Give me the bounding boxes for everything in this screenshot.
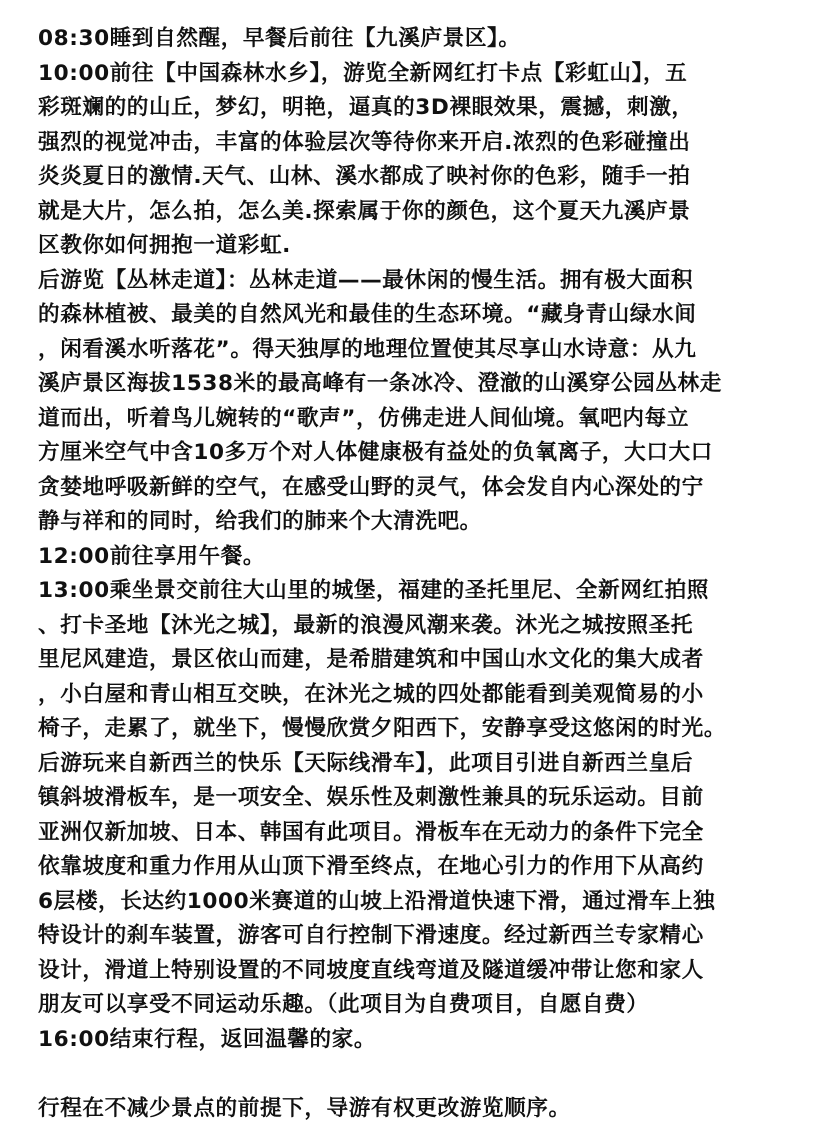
text-line: 亚洲仅新加坡、日本、韩国有此项目。滑板车在无动力的条件下完全: [38, 816, 824, 851]
text-line: 椅子，走累了，就坐下，慢慢欣赏夕阳西下，安静享受这悠闲的时光。: [38, 712, 824, 747]
text-line: 朋友可以享受不同运动乐趣。（此项目为自费项目，自愿自费）: [38, 988, 824, 1023]
spacer: [38, 1057, 824, 1092]
text-line: 设计，滑道上特别设置的不同坡度直线弯道及隧道缓冲带让您和家人: [38, 954, 824, 989]
text-line: 道而出，听着鸟儿婉转的“歌声”，仿佛走进人间仙境。氧吧内每立: [38, 402, 824, 437]
text-line: 依靠坡度和重力作用从山顶下滑至终点，在地心引力的作用下从高约: [38, 850, 824, 885]
text-line: 后游玩来自新西兰的快乐【天际线滑车】，此项目引进自新西兰皇后: [38, 747, 824, 782]
text-line: ，小白屋和青山相互交映，在沐光之城的四处都能看到美观简易的小: [38, 678, 824, 713]
text-line: 10:00前往【中国森林水乡】，游览全新网红打卡点【彩虹山】，五: [38, 57, 824, 92]
text-line: 里尼风建造，景区依山而建，是希腊建筑和中国山水文化的集大成者: [38, 643, 824, 678]
text-line: ，闲看溪水听落花”。得天独厚的地理位置使其尽享山水诗意：从九: [38, 333, 824, 368]
itinerary-document: [38, 22, 824, 1126]
text-line: 贪婪地呼吸新鲜的空气，在感受山野的灵气，体会发自内心深处的宁: [38, 471, 824, 506]
text-line: 6层楼，长达约1000米赛道的山坡上沿滑道快速下滑，通过滑车上独: [38, 885, 824, 920]
text-line: 的森林植被、最美的自然风光和最佳的生态环境。“藏身青山绿水间: [38, 298, 824, 333]
text-line: 特设计的刹车装置，游客可自行控制下滑速度。经过新西兰专家精心: [38, 919, 824, 954]
text-line: 区教你如何拥抱一道彩虹.: [38, 229, 824, 264]
text-line: 08:30睡到自然醒，早餐后前往【九溪庐景区】。: [38, 22, 824, 57]
text-line: 溪庐景区海拔1538米的最高峰有一条冰冷、澄澈的山溪穿公园丛林走: [38, 367, 824, 402]
text-line: 彩斑斓的的山丘，梦幻，明艳，逼真的3D裸眼效果，震撼，刺激，: [38, 91, 824, 126]
text-line: 16:00结束行程，返回温馨的家。: [38, 1023, 824, 1058]
text-line: 就是大片，怎么拍，怎么美.探索属于你的颜色，这个夏天九溪庐景: [38, 195, 824, 230]
footer-note: 行程在不减少景点的前提下，导游有权更改游览顺序。: [38, 1092, 824, 1126]
text-line: 12:00前往享用午餐。: [38, 540, 824, 575]
text-line: 镇斜坡滑板车，是一项安全、娱乐性及刺激性兼具的玩乐运动。目前: [38, 781, 824, 816]
text-line: 炎炎夏日的激情.天气、山林、溪水都成了映衬你的色彩，随手一拍: [38, 160, 824, 195]
text-line: 13:00乘坐景交前往大山里的城堡，福建的圣托里尼、全新网红拍照: [38, 574, 824, 609]
text-line: 静与祥和的同时，给我们的肺来个大清洗吧。: [38, 505, 824, 540]
text-line: 后游览【丛林走道】：丛林走道——最休闲的慢生活。拥有极大面积: [38, 264, 824, 299]
text-line: 方厘米空气中含10多万个对人体健康极有益处的负氧离子，大口大口: [38, 436, 824, 471]
text-line: 强烈的视觉冲击，丰富的体验层次等待你来开启.浓烈的色彩碰撞出: [38, 126, 824, 161]
text-line: 、打卡圣地【沐光之城】，最新的浪漫风潮来袭。沐光之城按照圣托: [38, 609, 824, 644]
